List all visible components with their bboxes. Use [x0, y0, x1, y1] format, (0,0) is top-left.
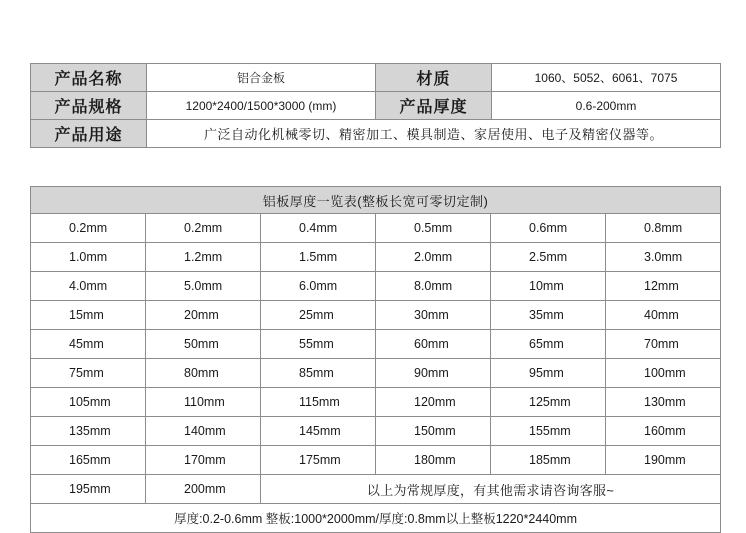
thickness-cell: 140mm [146, 417, 261, 446]
thickness-cell: 130mm [606, 388, 721, 417]
product-thickness-label: 产品厚度 [376, 92, 492, 120]
thickness-note: 以上为常规厚度，有其他需求请咨询客服~ [261, 475, 721, 504]
thickness-cell: 40mm [606, 301, 721, 330]
thickness-cell: 185mm [491, 446, 606, 475]
thickness-cell: 25mm [261, 301, 376, 330]
thickness-footer: 厚度:0.2-0.6mm 整板:1000*2000mm/厚度:0.8mm以上整板1220*2440mm [31, 504, 721, 533]
thickness-cell: 150mm [376, 417, 491, 446]
thickness-cell: 0.8mm [606, 214, 721, 243]
thickness-cell: 110mm [146, 388, 261, 417]
thickness-cell: 20mm [146, 301, 261, 330]
thickness-cell: 12mm [606, 272, 721, 301]
thickness-cell: 200mm [146, 475, 261, 504]
thickness-row [31, 330, 721, 359]
thickness-row [31, 272, 721, 301]
thickness-cell: 105mm [31, 388, 146, 417]
product-thickness-value: 0.6-200mm [492, 92, 721, 120]
thickness-cell: 1.2mm [146, 243, 261, 272]
thickness-row [31, 475, 721, 504]
thickness-cell: 2.5mm [491, 243, 606, 272]
thickness-cell: 135mm [31, 417, 146, 446]
thickness-cell: 75mm [31, 359, 146, 388]
thickness-cell: 125mm [491, 388, 606, 417]
thickness-cell: 55mm [261, 330, 376, 359]
thickness-row [31, 359, 721, 388]
info-row-name [31, 64, 721, 92]
thickness-cell: 15mm [31, 301, 146, 330]
thickness-cell: 180mm [376, 446, 491, 475]
thickness-cell: 85mm [261, 359, 376, 388]
thickness-cell: 0.6mm [491, 214, 606, 243]
thickness-cell: 100mm [606, 359, 721, 388]
thickness-table-title: 铝板厚度一览表(整板长宽可零切定制) [31, 187, 721, 214]
material-value: 1060、5052、6061、7075 [492, 64, 721, 92]
thickness-table [30, 186, 721, 533]
thickness-cell: 90mm [376, 359, 491, 388]
thickness-row [31, 214, 721, 243]
thickness-cell: 1.5mm [261, 243, 376, 272]
thickness-cell: 8.0mm [376, 272, 491, 301]
thickness-cell: 60mm [376, 330, 491, 359]
thickness-cell: 4.0mm [31, 272, 146, 301]
thickness-cell: 1.0mm [31, 243, 146, 272]
thickness-cell: 5.0mm [146, 272, 261, 301]
thickness-row [31, 446, 721, 475]
thickness-cell: 190mm [606, 446, 721, 475]
thickness-cell: 6.0mm [261, 272, 376, 301]
thickness-cell: 2.0mm [376, 243, 491, 272]
thickness-cell: 175mm [261, 446, 376, 475]
product-usage-label: 产品用途 [31, 120, 147, 148]
thickness-cell: 0.4mm [261, 214, 376, 243]
info-row-usage [31, 120, 721, 148]
thickness-cell: 115mm [261, 388, 376, 417]
thickness-cell: 165mm [31, 446, 146, 475]
thickness-row [31, 301, 721, 330]
thickness-row [31, 388, 721, 417]
thickness-cell: 0.2mm [31, 214, 146, 243]
thickness-cell: 3.0mm [606, 243, 721, 272]
thickness-cell: 30mm [376, 301, 491, 330]
info-row-spec [31, 92, 721, 120]
material-label: 材质 [376, 64, 492, 92]
product-info-table [30, 63, 721, 148]
product-name-label: 产品名称 [31, 64, 147, 92]
thickness-cell: 65mm [491, 330, 606, 359]
thickness-cell: 170mm [146, 446, 261, 475]
thickness-footer-row [31, 504, 721, 533]
thickness-row [31, 243, 721, 272]
thickness-cell: 45mm [31, 330, 146, 359]
thickness-cell: 70mm [606, 330, 721, 359]
thickness-cell: 145mm [261, 417, 376, 446]
product-usage-value: 广泛自动化机械零切、精密加工、模具制造、家居使用、电子及精密仪器等。 [147, 120, 721, 148]
product-spec-value: 1200*2400/1500*3000 (mm) [147, 92, 376, 120]
thickness-cell: 160mm [606, 417, 721, 446]
thickness-cell: 0.2mm [146, 214, 261, 243]
thickness-cell: 95mm [491, 359, 606, 388]
thickness-cell: 80mm [146, 359, 261, 388]
product-name-value: 铝合金板 [147, 64, 376, 92]
thickness-cell: 120mm [376, 388, 491, 417]
thickness-cell: 155mm [491, 417, 606, 446]
thickness-cell: 0.5mm [376, 214, 491, 243]
thickness-cell: 195mm [31, 475, 146, 504]
thickness-cell: 35mm [491, 301, 606, 330]
thickness-cell: 50mm [146, 330, 261, 359]
product-spec-label: 产品规格 [31, 92, 147, 120]
thickness-row [31, 417, 721, 446]
thickness-cell: 10mm [491, 272, 606, 301]
thickness-table-header [31, 187, 721, 214]
